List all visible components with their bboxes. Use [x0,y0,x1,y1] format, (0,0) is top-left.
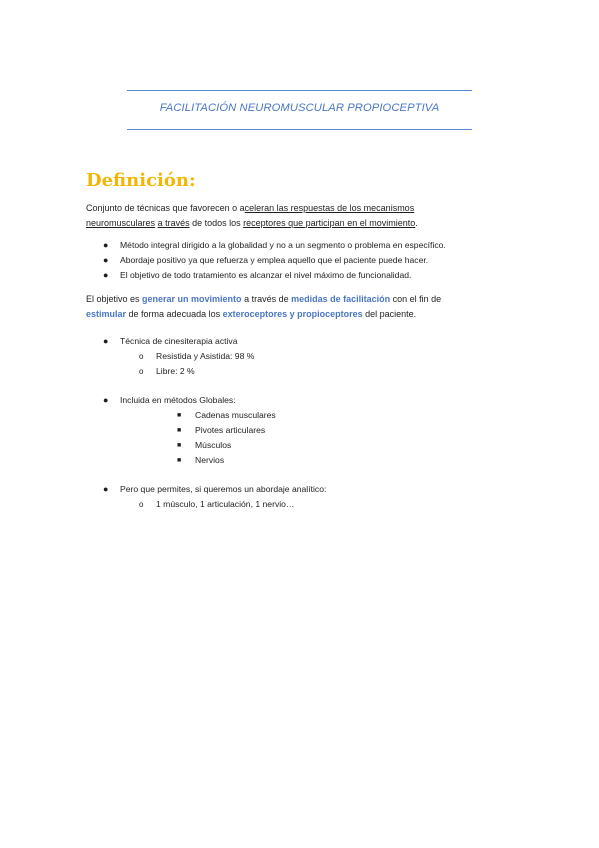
bullet-icon: ● [103,240,109,250]
objective-text: del paciente. [362,309,417,319]
technique-list [86,334,254,379]
bullet-icon: ● [103,484,109,494]
list-item: ● Técnica de cinesiterapia activa [86,334,254,349]
definition-paragraph [86,201,506,231]
definition-text: de todos los [189,218,244,228]
bullet-icon: ● [103,395,109,405]
title-rule-bottom [127,129,472,130]
definition-underlined: celeran las respuestas de los mecanismos [244,203,415,213]
circle-bullet-icon: o [139,500,144,509]
square-bullet-icon: ■ [177,457,182,464]
square-bullet-icon: ■ [177,442,182,449]
objective-text: El objetivo es [86,294,143,304]
definition-text: . [415,218,418,228]
analytic-list [86,482,326,512]
definition-text: Conjunto de técnicas que favorecen o a [86,203,245,213]
circle-bullet-icon: o [139,352,144,361]
objective-text: a través de [241,294,292,304]
square-bullet-icon: ■ [177,427,182,434]
definition-underlined: a través [157,218,190,228]
square-bullet-icon: ■ [177,412,182,419]
list-item: ■ Nervios [86,453,276,468]
document-title: FACILITACIÓN NEUROMUSCULAR PROPIOCEPTIVA [159,102,440,114]
title-rule-top [127,90,472,91]
list-item: ■ Cadenas musculares [86,408,276,423]
objective-paragraph [86,292,506,322]
list-item: ■ Pivotes articulares [86,423,276,438]
bullet-icon: ● [103,270,109,280]
objective-text: de forma adecuada los [126,309,223,319]
section-heading: Definición: [86,170,196,191]
objective-highlight: estimular [86,309,127,319]
bullet-icon: ● [103,336,109,346]
list-item: ● Pero que permites, si queremos un abordaje analítico: [86,482,326,497]
list-item: ● Abordaje positivo ya que refuerza y emplea aquello que el paciente puede hacer. [86,253,446,268]
characteristics-list [86,238,446,283]
list-item: o Libre: 2 % [86,364,254,379]
list-item: ● Incluida en métodos Globales: [86,393,276,408]
list-item: ■ Músculos [86,438,276,453]
list-item: o Resistida y Asistida: 98 % [86,349,254,364]
definition-underlined: receptores que participan en el movimiento [243,218,416,228]
objective-highlight: exteroceptores y propioceptores [222,309,363,319]
circle-bullet-icon: o [139,367,144,376]
list-item: ● El objetivo de todo tratamiento es alcanzar el nivel máximo de funcionalidad. [86,268,446,283]
definition-underlined: neuromusculares [86,218,156,228]
objective-text: con el fin de [390,294,442,304]
objective-highlight: medidas de facilitación [291,294,391,304]
bullet-icon: ● [103,255,109,265]
objective-highlight: generar un movimiento [142,294,242,304]
list-item: o 1 músculo, 1 articulación, 1 nervio… [86,497,326,512]
list-item: ● Método integral dirigido a la globalidad y no a un segmento o problema en específico. [86,238,446,253]
global-methods-list [86,393,276,468]
